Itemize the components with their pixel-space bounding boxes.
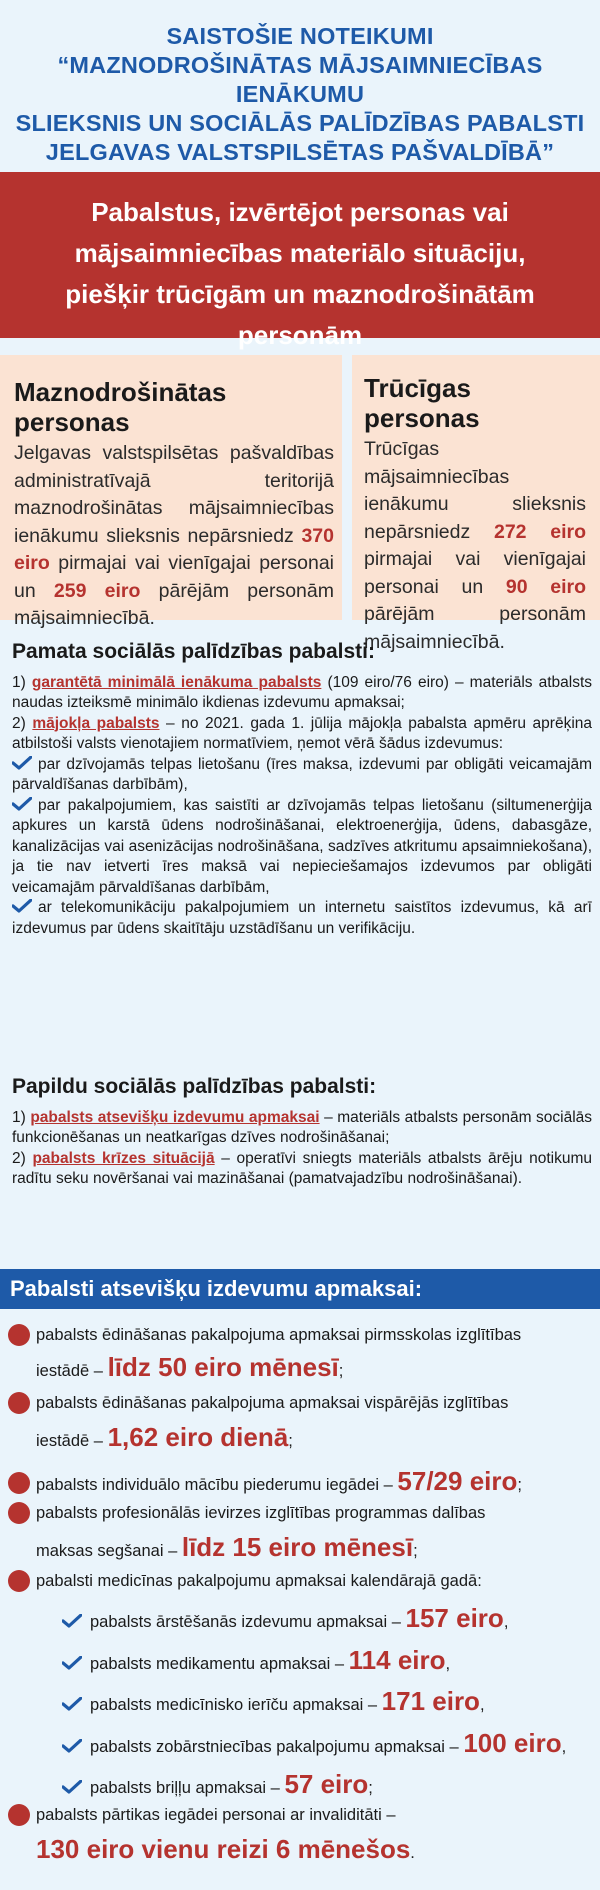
needy-amount-first: 272 eiro xyxy=(493,520,587,543)
basic-item-1 xyxy=(12,673,592,714)
devices-sep: , xyxy=(479,1696,485,1714)
crisis-benefit-link[interactable]: pabalsts krīzes situācijā xyxy=(32,1149,215,1167)
separate-expenses-link[interactable]: pabalsts atsevišķu izdevumu apmaksai xyxy=(30,1108,320,1126)
low-income-box xyxy=(0,355,342,629)
basic-item-2-text: – no 2021. gada 1. jūlija mājokļa pabalsta apmēru aprēķina atbilstoši valsts vienotajiem normatīviem, ņemot vērā šādus izdevumus: xyxy=(12,714,592,752)
additional-item-1 xyxy=(12,1108,592,1149)
bullet-dot-icon xyxy=(8,1804,30,1826)
medical-sub-item xyxy=(62,1603,508,1634)
housing-expense-2-text: par pakalpojumiem, kas saistīti ar dzīvojamās telpas lietošanu (siltumenerģija apkures un karstā ūdens nodrošināšanai, elektroenerģija, ūdens, dabasgāze, kanalizācijas vai asenizācijas nodrošināšana, sadzīves atkritumu apsaimniekošana), ja tie nav ietverti īres maksā vai nepieciešamajos izdevumos par obligāti veicamajām pārvaldīšanas darbībām, xyxy=(12,796,592,896)
additional-benefits-heading: Papildu sociālās palīdzības pabalsti: xyxy=(12,1075,377,1098)
school-supplies-amount: 57/29 eiro xyxy=(397,1466,518,1496)
devices-text: pabalsts medicīnisko ierīču apmaksai – xyxy=(90,1696,378,1714)
needy-heading: Trūcīgas personas xyxy=(364,373,480,433)
vocational-fee-amount: līdz 15 eiro mēnesī xyxy=(181,1532,414,1562)
additional-item-2-text: – operatīvi sniegts materiāls atbalsts ārēju notikumu radītu seku novēršanai vai mazināšanai (pamatvajadzību nodrošināšanai). xyxy=(12,1149,592,1187)
low-income-amount-other: 259 eiro xyxy=(53,579,141,602)
medical-sub-item xyxy=(62,1686,485,1717)
food-disability-amount: 130 eiro vienu reizi 6 mēnešos xyxy=(36,1834,411,1864)
medical-sub-item xyxy=(62,1645,450,1676)
low-income-text-c: pārējām personām mājsaimniecībā. xyxy=(14,579,334,629)
checkmark-icon xyxy=(62,1656,82,1670)
bullet-dot-icon xyxy=(8,1570,30,1592)
bullet-dot-icon xyxy=(8,1472,30,1494)
dental-text: pabalsts zobārstniecības pakalpojumu apmaksai – xyxy=(90,1738,459,1756)
additional-item-1-num: 1) xyxy=(12,1108,26,1126)
vocational-fee-line2 xyxy=(36,1532,418,1563)
treatment-text: pabalsts ārstēšanās izdevumu apmaksai – xyxy=(90,1613,401,1631)
needy-box xyxy=(352,355,600,653)
intro-banner xyxy=(0,172,600,350)
bullet-dot-icon xyxy=(8,1502,30,1524)
school-meals-text: pabalsts ēdināšanas pakalpojuma apmaksai vispārējās izglītības xyxy=(36,1394,509,1412)
title-line-3: SLIEKSNIS UN SOCIĀLĀS PALĪDZĪBAS PABALSTI xyxy=(15,110,585,136)
checkmark-icon xyxy=(62,1780,82,1794)
title-line-1: SAISTOŠIE NOTEIKUMI xyxy=(166,23,434,49)
school-supplies-sep: ; xyxy=(517,1476,522,1494)
preschool-meals-text: pabalsts ēdināšanas pakalpojuma apmaksai pirmsskolas izglītības xyxy=(36,1326,522,1344)
preschool-meals-amount: līdz 50 eiro mēnesī xyxy=(107,1352,339,1382)
low-income-text-b: pirmajai vai vienīgajai personai un xyxy=(14,552,335,602)
low-income-heading: Maznodrošinātas personas xyxy=(14,377,227,437)
basic-item-1-text: (109 eiro/76 eiro) – materiāls atbalsts naudas izteiksmē minimālo ikdienas izdevumu apmaksai; xyxy=(12,673,593,711)
checkmark-icon xyxy=(62,1697,82,1711)
vocational-fee-text2: maksas segšanai – xyxy=(36,1542,178,1560)
housing-expense-1-text: par dzīvojamās telpas lietošanu (īres maksa, izdevumi par obligāti veicamajām pārvaldīšanas darbībām), xyxy=(12,755,592,793)
preschool-meals-line2 xyxy=(36,1352,343,1383)
school-meals-sep: ; xyxy=(288,1432,293,1450)
low-income-text xyxy=(14,440,334,633)
vocational-fee-sep: ; xyxy=(413,1542,418,1560)
medicines-text: pabalsts medikamentu apmaksai – xyxy=(90,1655,345,1673)
basic-benefits-heading: Pamata sociālās palīdzības pabalsti: xyxy=(12,640,375,663)
low-income-amount-first: 370 eiro xyxy=(14,524,334,574)
school-supplies-text: pabalsts individuālo mācību piederumu iegādei – xyxy=(36,1476,393,1494)
banner-line-1: Pabalstus, izvērtējot personas vai xyxy=(91,197,509,227)
medical-services-text: pabalsti medicīnas pakalpojumu apmaksai kalendārajā gadā: xyxy=(36,1572,482,1590)
school-supplies-line xyxy=(36,1466,522,1497)
food-disability-text: pabalsts pārtikas iegādei personai ar invaliditāti – xyxy=(36,1806,396,1824)
additional-item-1-text: – materiāls atbalsts personām sociālās funkcionēšanas un neatkarīgas dzīves nodrošināšanai; xyxy=(12,1108,593,1146)
checkmark-icon xyxy=(12,797,32,811)
checkmark-icon xyxy=(62,1739,82,1753)
bullet-dot-icon xyxy=(8,1324,30,1346)
dental-amount: 100 eiro xyxy=(463,1728,562,1758)
preschool-meals-text2: iestādē – xyxy=(36,1362,103,1380)
needy-text-a: Trūcīgas mājsaimniecības ienākumu slieksnis nepārsniedz xyxy=(364,438,586,543)
preschool-meals-sep: ; xyxy=(338,1362,344,1380)
title-line-4: JELGAVAS VALSTSPILSĒTAS PAŠVALDĪBĀ” xyxy=(45,139,555,165)
basic-item-2 xyxy=(12,714,592,755)
medicines-sep: , xyxy=(445,1655,451,1673)
school-meals-text2: iestādē – xyxy=(36,1432,103,1450)
housing-expense-3 xyxy=(12,898,592,939)
housing-expense-1 xyxy=(12,755,592,796)
food-disability-line2 xyxy=(36,1834,415,1865)
food-disability-sep: . xyxy=(410,1844,415,1862)
medicines-amount: 114 eiro xyxy=(348,1645,446,1675)
school-meals-amount: 1,62 eiro dienā xyxy=(107,1422,289,1452)
basic-benefits-section xyxy=(12,642,592,939)
needy-amount-other: 90 eiro xyxy=(505,575,586,598)
basic-item-2-num: 2) xyxy=(12,714,26,732)
treatment-sep: , xyxy=(503,1613,509,1631)
checkmark-icon xyxy=(12,756,32,770)
needy-text-c: pārējām personām mājsaimniecībā. xyxy=(364,603,586,653)
housing-expense-3-text: ar telekomunikāciju pakalpojumiem un internetu saistītos izdevumus, kā arī izdevumus par ūdens skaitītāju uzstādīšanu un verifikāciju. xyxy=(12,899,592,937)
guaranteed-income-link[interactable]: garantētā minimālā ienākuma pabalsts xyxy=(31,673,322,691)
school-meals-line2 xyxy=(36,1422,293,1453)
checkmark-icon xyxy=(12,899,32,913)
glasses-sep: ; xyxy=(368,1779,373,1797)
glasses-amount: 57 eiro xyxy=(284,1769,369,1799)
vocational-fee-text: pabalsts profesionālās ievirzes izglītības programmas dalības xyxy=(36,1504,486,1522)
basic-item-1-num: 1) xyxy=(12,673,26,691)
bullet-dot-icon xyxy=(8,1392,30,1414)
medical-sub-item xyxy=(62,1769,373,1800)
title-line-2: “MAZNODROŠINĀTAS MĀJSAIMNIECĪBAS IENĀKUMU xyxy=(57,52,543,107)
dental-sep: , xyxy=(561,1738,567,1756)
additional-benefits-section xyxy=(12,1077,592,1190)
low-income-text-a: Jelgavas valstspilsētas pašvaldības administratīvajā teritorijā maznodrošinātas mājsaimniecības ienākumu slieksnis nepārsniedz xyxy=(14,442,334,547)
separate-expenses-heading: Pabalsti atsevišķu izdevumu apmaksai: xyxy=(0,1269,600,1309)
medical-sub-item xyxy=(62,1728,566,1759)
checkmark-icon xyxy=(62,1614,82,1628)
treatment-amount: 157 eiro xyxy=(405,1603,504,1633)
housing-benefit-link[interactable]: mājokļa pabalsts xyxy=(32,714,160,732)
housing-expense-2 xyxy=(12,796,592,899)
needy-text xyxy=(364,436,586,656)
banner-line-3: piešķir trūcīgām un maznodrošinātām personām xyxy=(65,279,535,350)
document-title xyxy=(0,0,600,172)
devices-amount: 171 eiro xyxy=(381,1686,480,1716)
needy-text-b: pirmajai vai vienīgajai personai un xyxy=(364,548,586,598)
additional-item-2 xyxy=(12,1149,592,1190)
banner-line-2: mājsaimniecības materiālo situāciju, xyxy=(74,238,526,268)
glasses-text: pabalsts briļļu apmaksai – xyxy=(90,1779,280,1797)
additional-item-2-num: 2) xyxy=(12,1149,26,1167)
